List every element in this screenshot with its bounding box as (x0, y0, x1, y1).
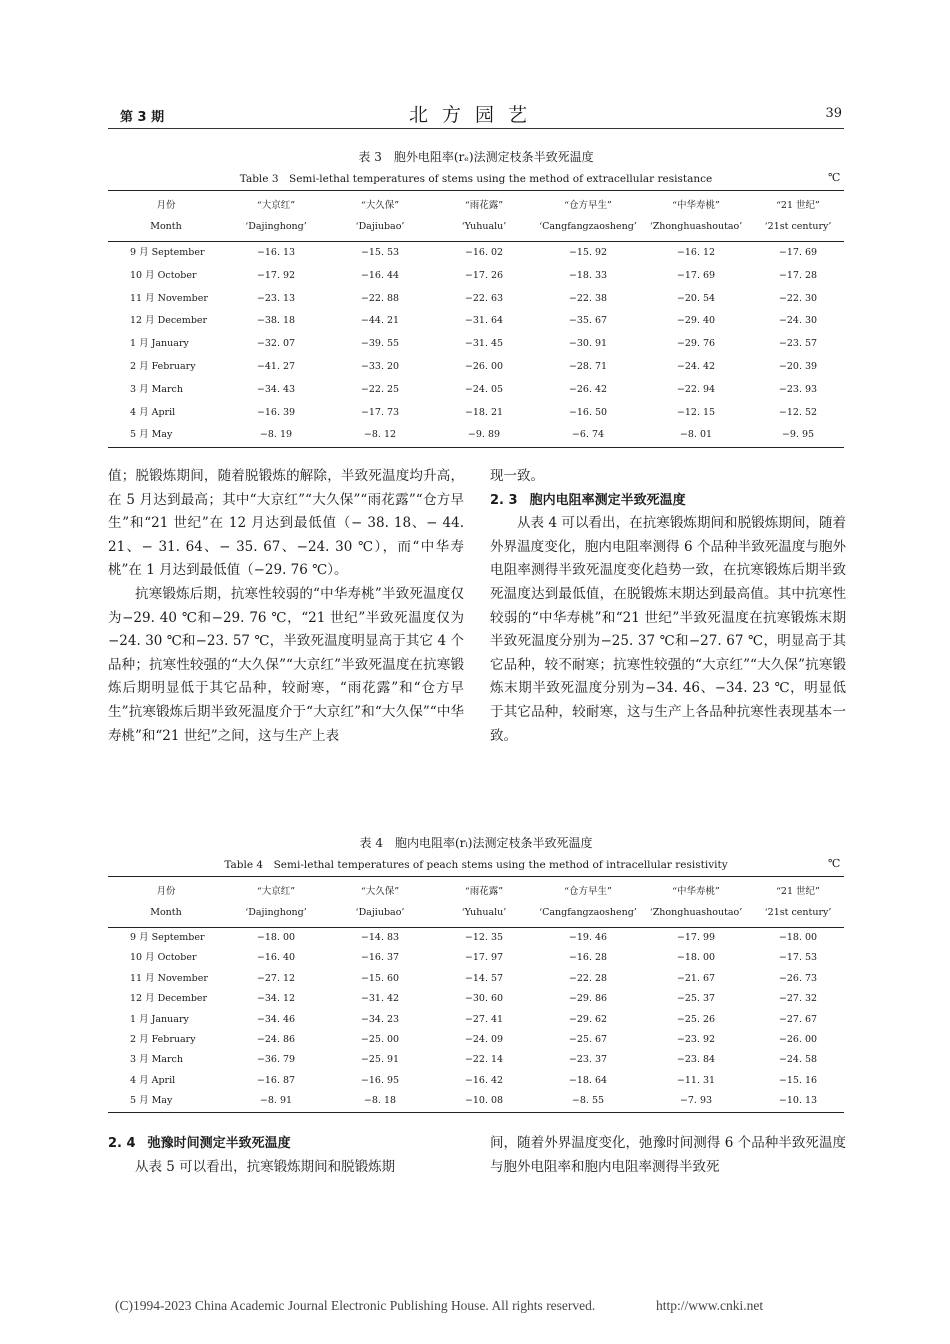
value-cell: −9. 89 (432, 424, 536, 447)
body-right-column-1 (490, 465, 846, 748)
column-header-en: ‘Dajiubao’ (328, 902, 432, 928)
value-cell: −18. 00 (256, 932, 296, 943)
table-row (108, 265, 844, 288)
value-cell: −31. 45 (464, 338, 504, 350)
value-cell: −23. 57 (778, 338, 818, 350)
month-cell: 11 月 November (130, 972, 208, 984)
value-cell: −22. 25 (360, 383, 400, 395)
month-cell: 1 月 January (130, 1013, 189, 1025)
value-cell: −16. 28 (568, 952, 608, 964)
value-cell: −15. 53 (360, 247, 400, 258)
value-cell: −18. 64 (568, 1074, 608, 1086)
paragraph: 间，随着外界温度变化，弛豫时间测得 6 个品种半致死温度与胞外电阻率和胞内电阻率测得半致死 (490, 1135, 846, 1175)
column-header-cn: 月份 (108, 877, 224, 903)
column-header-en: ‘Zhonghuashoutao’ (640, 216, 752, 242)
page-number: 39 (825, 106, 842, 121)
value-cell: −16. 13 (256, 247, 296, 258)
paragraph: 从表 5 可以看出，抗寒锻炼期间和脱锻炼期 (135, 1158, 396, 1175)
month-cell: 4 月 April (130, 406, 176, 418)
value-cell: −8. 55 (536, 1091, 640, 1112)
month-cell: 3 月 March (130, 383, 183, 395)
value-cell: −38. 18 (256, 315, 296, 327)
value-cell: −20. 39 (778, 360, 818, 372)
value-cell: −9. 95 (752, 424, 844, 447)
table-row (108, 333, 844, 356)
value-cell: −22. 94 (676, 383, 716, 395)
value-cell: −24. 42 (676, 360, 716, 372)
paragraph: 值；脱锻炼期间，随着脱锻炼的解除，半致死温度均升高，在 5 月达到最高；其中“大京红”“大久保”“雨花露”“仓方早生”和“21 世纪”在 12 月达到最低值（− 38. 18、− 44. 21、− 31. 64、− 35. 67、−24. 30 ℃），而“中华寿桃”在 1 月达到最低值（−29. 76 ℃）。 (108, 468, 464, 579)
value-cell: −17. 69 (676, 269, 716, 281)
section-heading-2-4 (108, 1132, 464, 1156)
table4-header-en (108, 902, 844, 928)
table3-header-cn (108, 191, 844, 217)
value-cell: −30. 60 (464, 993, 504, 1005)
column-header-cn: “中华寿桃” (640, 191, 752, 217)
value-cell: −22. 38 (568, 292, 608, 304)
table-row (108, 288, 844, 311)
value-cell: −34. 12 (256, 993, 296, 1005)
month-cell: 9 月 September (130, 247, 205, 258)
header-rule (108, 128, 844, 129)
table-row (108, 424, 844, 447)
value-cell: −18. 00 (676, 952, 716, 964)
column-header-cn: “仓方早生” (536, 877, 640, 903)
value-cell: −17. 99 (676, 932, 716, 943)
month-cell: 5 月 May (108, 424, 224, 447)
column-header-cn: “雨花露” (432, 877, 536, 903)
value-cell: −8. 19 (224, 424, 328, 447)
value-cell: −25. 00 (360, 1034, 400, 1046)
value-cell: −29. 86 (568, 993, 608, 1005)
table3-body (108, 242, 844, 448)
month-cell: 1 月 January (130, 338, 189, 350)
column-header-cn: “大久保” (328, 877, 432, 903)
column-header-cn: “21 世纪” (752, 191, 844, 217)
value-cell: −16. 95 (360, 1074, 400, 1086)
table-row (108, 379, 844, 402)
column-header-cn: “大京红” (224, 877, 328, 903)
value-cell: −23. 84 (676, 1054, 716, 1066)
section-number: 2. 3 (490, 492, 518, 508)
value-cell: −29. 40 (676, 315, 716, 327)
month-cell: 10 月 October (130, 952, 197, 964)
body-left-column-2 (108, 1132, 464, 1179)
value-cell: −22. 30 (778, 292, 818, 304)
value-cell: −16. 50 (568, 406, 608, 418)
value-cell: −24. 09 (464, 1034, 504, 1046)
issue-number: 第 3 期 (120, 110, 165, 125)
section-title: 弛豫时间测定半致死温度 (147, 1136, 291, 1151)
table4-unit: ℃ (828, 857, 841, 870)
value-cell: −8. 12 (328, 424, 432, 447)
value-cell: −25. 37 (676, 993, 716, 1005)
table3-caption-en: Table 3 Semi-lethal temperatures of stems using the method of extracellular resistance (239, 173, 713, 185)
month-cell: 5 月 May (108, 1091, 224, 1112)
value-cell: −26. 73 (778, 972, 818, 984)
month-cell: 12 月 December (130, 993, 208, 1005)
column-header-en: ‘Yuhualu’ (432, 216, 536, 242)
table-row (108, 1030, 844, 1050)
value-cell: −22. 63 (464, 292, 504, 304)
paragraph: 抗寒锻炼后期，抗寒性较弱的“中华寿桃”半致死温度仅为−29. 40 ℃和−29. 76 ℃，“21 世纪”半致死温度仅为−24. 30 ℃和−23. 57 ℃，半致死温度明显高于其它 4 个品种；抗寒性较强的“大久保”“大京红”半致死温度在抗寒锻炼后期明显低于其它品种，较耐寒，“雨花露”和“仓方早生”抗寒锻炼后期半致死温度介于“大京红”和“大久保”“中华寿桃”和“21 世纪”之间，这与生产上表 (108, 585, 464, 744)
section-number: 2. 4 (108, 1136, 136, 1151)
value-cell: −12. 52 (778, 406, 818, 418)
value-cell: −23. 92 (676, 1034, 716, 1046)
value-cell: −25. 67 (568, 1034, 608, 1046)
column-header-en: ‘Cangfangzaosheng’ (536, 902, 640, 928)
month-cell: 9 月 September (130, 932, 205, 943)
journal-title: 北方园艺 (408, 104, 541, 126)
table-row (108, 989, 844, 1009)
value-cell: −24. 86 (256, 1034, 296, 1046)
table-row (108, 1091, 844, 1112)
value-cell: −26. 00 (778, 1034, 818, 1046)
value-cell: −12. 35 (464, 932, 504, 943)
table4-header-cn (108, 877, 844, 903)
value-cell: −26. 42 (568, 383, 608, 395)
table-row (108, 242, 844, 265)
value-cell: −6. 74 (536, 424, 640, 447)
table-row (108, 1010, 844, 1030)
value-cell: −25. 91 (360, 1054, 400, 1066)
value-cell: −16. 44 (360, 269, 400, 281)
value-cell: −14. 57 (464, 972, 504, 984)
column-header-cn: “雨花露” (432, 191, 536, 217)
value-cell: −23. 37 (568, 1054, 608, 1066)
body-left-column-1 (108, 465, 464, 748)
value-cell: −16. 39 (256, 406, 296, 418)
value-cell: −18. 33 (568, 269, 608, 281)
table-row (108, 310, 844, 333)
month-cell: 4 月 April (130, 1074, 176, 1086)
value-cell: −29. 62 (568, 1013, 608, 1025)
paragraph-continuation: 现一致。 (490, 468, 544, 484)
value-cell: −20. 54 (676, 292, 716, 304)
value-cell: −17. 26 (464, 269, 504, 281)
table-row (108, 928, 844, 949)
table4-body (108, 928, 844, 1113)
table3 (108, 190, 844, 448)
column-header-en: ‘Dajinghong’ (224, 216, 328, 242)
column-header-cn: “21 世纪” (752, 877, 844, 903)
section-title: 胞内电阻率测定半致死温度 (529, 492, 686, 508)
value-cell: −8. 91 (224, 1091, 328, 1112)
value-cell: −44. 21 (360, 315, 400, 327)
month-cell: 12 月 December (130, 315, 208, 327)
value-cell: −21. 67 (676, 972, 716, 984)
column-header-cn: “仓方早生” (536, 191, 640, 217)
table-row (108, 969, 844, 989)
column-header-en: ‘Cangfangzaosheng’ (536, 216, 640, 242)
column-header-cn: “中华寿桃” (640, 877, 752, 903)
column-header-cn: “大久保” (328, 191, 432, 217)
month-cell: 2 月 February (130, 360, 196, 372)
value-cell: −16. 87 (256, 1074, 296, 1086)
value-cell: −22. 28 (568, 972, 608, 984)
value-cell: −16. 37 (360, 952, 400, 964)
value-cell: −22. 88 (360, 292, 400, 304)
value-cell: −22. 14 (464, 1054, 504, 1066)
value-cell: −23. 13 (256, 292, 296, 304)
month-cell: 2 月 February (130, 1034, 196, 1046)
value-cell: −34. 46 (256, 1013, 296, 1025)
value-cell: −14. 83 (360, 932, 400, 943)
column-header-en: ‘21st century’ (752, 902, 844, 928)
table-row (108, 1071, 844, 1091)
value-cell: −24. 05 (464, 383, 504, 395)
month-cell: 11 月 November (130, 292, 208, 304)
value-cell: −27. 12 (256, 972, 296, 984)
table4 (108, 876, 844, 1113)
column-header-en: ‘Yuhualu’ (432, 902, 536, 928)
table-row (108, 402, 844, 425)
table-row (108, 948, 844, 968)
column-header-cn: “大京红” (224, 191, 328, 217)
table3-caption-cn: 表 3 胞外电阻率(rₑ)法测定枝条半致死温度 (358, 150, 594, 164)
footer-copyright: (C)1994-2023 China Academic Journal Electronic Publishing House. All rights reserved. (115, 1298, 596, 1313)
value-cell: −34. 43 (256, 383, 296, 395)
value-cell: −26. 00 (464, 360, 504, 372)
value-cell: −15. 92 (568, 247, 608, 258)
value-cell: −25. 26 (676, 1013, 716, 1025)
value-cell: −7. 93 (640, 1091, 752, 1112)
value-cell: −36. 79 (256, 1054, 296, 1066)
table4-caption-en: Table 4 Semi-lethal temperatures of peach stems using the method of intracellular resistivity (224, 859, 728, 871)
paragraph: 从表 4 可以看出，在抗寒锻炼期间和脱锻炼期间，随着外界温度变化，胞内电阻率测得 6 个品种半致死温度与胞外电阻率测得半致死温度变化趋势一致，在抗寒锻炼后期半致死温度达到最低值，在脱锻炼末期达到最高值。其中抗寒性较弱的“中华寿桃”和“21 世纪”半致死温度在抗寒锻炼末期半致死温度分别为−25. 37 ℃和−27. 67 ℃，明显高于其它品种，较不耐寒；抗寒性较强的“大京红”“大久保”抗寒锻炼末期半致死温度分别为−34. 46、−34. 23 ℃，明显低于其它品种，较耐寒，这与生产上各品种抗寒性表现基本一致。 (490, 515, 846, 744)
column-header-en: ‘Dajinghong’ (224, 902, 328, 928)
value-cell: −31. 42 (360, 993, 400, 1005)
column-header-en: ‘21st century’ (752, 216, 844, 242)
value-cell: −17. 53 (778, 952, 818, 964)
footer-url[interactable]: http://www.cnki.net (656, 1298, 764, 1313)
value-cell: −41. 27 (256, 360, 296, 372)
value-cell: −39. 55 (360, 338, 400, 350)
value-cell: −17. 73 (360, 406, 400, 418)
value-cell: −34. 23 (360, 1013, 400, 1025)
table-row (108, 1050, 844, 1070)
column-header-en: Month (108, 902, 224, 928)
value-cell: −8. 18 (328, 1091, 432, 1112)
value-cell: −16. 42 (464, 1074, 504, 1086)
value-cell: −33. 20 (360, 360, 400, 372)
value-cell: −10. 08 (432, 1091, 536, 1112)
value-cell: −12. 15 (676, 406, 716, 418)
value-cell: −18. 00 (778, 932, 818, 943)
value-cell: −35. 67 (568, 315, 608, 327)
value-cell: −17. 69 (778, 247, 818, 258)
value-cell: −27. 67 (778, 1013, 818, 1025)
value-cell: −23. 93 (778, 383, 818, 395)
value-cell: −18. 21 (464, 406, 504, 418)
column-header-en: ‘Zhonghuashoutao’ (640, 902, 752, 928)
value-cell: −28. 71 (568, 360, 608, 372)
value-cell: −24. 58 (778, 1054, 818, 1066)
table-row (108, 356, 844, 379)
value-cell: −30. 91 (568, 338, 608, 350)
value-cell: −19. 46 (568, 932, 608, 943)
table4-caption-cn: 表 4 胞内电阻率(rᵢ)法测定枝条半致死温度 (359, 836, 593, 850)
column-header-en: ‘Dajiubao’ (328, 216, 432, 242)
value-cell: −16. 40 (256, 952, 296, 964)
month-cell: 10 月 October (130, 269, 197, 281)
column-header-cn: 月份 (108, 191, 224, 217)
section-heading-2-3 (490, 489, 846, 513)
table3-unit: ℃ (828, 171, 841, 184)
value-cell: −11. 31 (676, 1074, 716, 1086)
table3-header-en (108, 216, 844, 242)
value-cell: −15. 16 (778, 1074, 818, 1086)
value-cell: −32. 07 (256, 338, 296, 350)
column-header-en: Month (108, 216, 224, 242)
value-cell: −16. 12 (676, 247, 716, 258)
value-cell: −8. 01 (640, 424, 752, 447)
value-cell: −27. 41 (464, 1013, 504, 1025)
value-cell: −31. 64 (464, 315, 504, 327)
month-cell: 3 月 March (130, 1054, 183, 1066)
value-cell: −16. 02 (464, 247, 504, 258)
value-cell: −27. 32 (778, 993, 818, 1005)
value-cell: −24. 30 (778, 315, 818, 327)
body-right-column-2 (490, 1132, 846, 1179)
value-cell: −17. 92 (256, 269, 296, 281)
value-cell: −29. 76 (676, 338, 716, 350)
value-cell: −15. 60 (360, 972, 400, 984)
value-cell: −17. 28 (778, 269, 818, 281)
value-cell: −10. 13 (752, 1091, 844, 1112)
value-cell: −17. 97 (464, 952, 504, 964)
